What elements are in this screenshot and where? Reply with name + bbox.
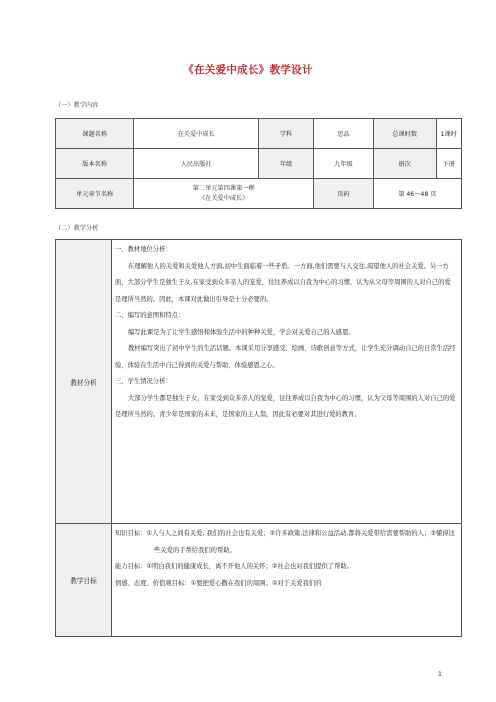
total-hours-value: 1课时 xyxy=(436,119,461,149)
page-label: 页码 xyxy=(314,179,374,209)
volume-value: 下册 xyxy=(436,149,461,179)
analysis-heading-2: 二、编写的意图和特点： xyxy=(115,312,185,319)
volume-label: 册次 xyxy=(373,149,436,179)
section-heading-content: （一）教学内容 xyxy=(55,102,99,109)
edition-label: 版本名称 xyxy=(56,149,134,179)
analysis-paragraph-2: 编写此课是为了让学生感悟和体验生活中的种种关爱，学会对关爱自己的人感恩。 xyxy=(128,328,355,336)
emotion-goal: 情感、态度、价值观目标：①要把爱心撒在我们的周围；②对于关爱我们的 xyxy=(115,579,322,587)
unit-chapter-line1: 第二单元第四课第一框 xyxy=(192,184,255,192)
analysis-heading-3: 三、学生情况分析： xyxy=(115,378,172,385)
knowledge-goal: 知识目标：①人与人之间有关爱, 我们的社会也有关爱；②许多政策,法律和公益活动,都将关爱带给需要帮助的人；③懂得这些关爱的手帮给我们的帮助。 xyxy=(115,530,455,554)
analysis-paragraph-4: 大部分学生都是独生子女，在家受到众多亲人的宠爱，往往养成以自我为中心的习惯，认为父母等周围的人对自己的爱是理所当然的。青少年是国家的未来，是国家的主人翁，因此有必要对其进行爱的教育。 xyxy=(115,394,456,418)
document-title: 《在关爱中成长》教学设计 xyxy=(183,64,313,76)
unit-chapter-value xyxy=(134,179,314,209)
subject-label: 学科 xyxy=(258,119,313,149)
analysis-paragraph-1: 在理解他人的关爱和关爱他人方面,初中生面临着一些矛盾。一方面,他们需要与人交往,渴望他人的社会关爱。另一方面，大部分学生是独生子女,在家受到众多亲人的宠爱，往往养成以自我为中心的习惯，认为从父母等周围的人对自己的爱是理所当然的。因此，本课对此做出引导是十分必要的。 xyxy=(115,262,451,303)
page-number: 1 xyxy=(437,670,442,678)
teaching-analysis-table xyxy=(55,239,462,637)
analysis-heading-1: 一、教材地位分析： xyxy=(115,246,172,253)
course-name-value: 在关爱中成长 xyxy=(134,119,259,149)
table-row xyxy=(56,149,462,179)
subject-value: 思品 xyxy=(314,119,374,149)
grade-value: 九年级 xyxy=(314,149,374,179)
teaching-goals-label: 教学目标 xyxy=(56,524,112,637)
unit-chapter-label: 单元章节名称 xyxy=(56,179,134,209)
table-row xyxy=(56,240,462,524)
table-row xyxy=(56,119,462,149)
ability-goal: 能力目标：①明白我们的健康成长，离不开他人的关怀；②社会也对我们提供了帮助。 xyxy=(115,563,353,570)
unit-chapter-line2: 《在关爱中成长》 xyxy=(198,194,249,202)
total-hours-label: 总课时数 xyxy=(373,119,436,149)
material-analysis-label: 教材分析 xyxy=(56,240,112,524)
section-heading-analysis: （二）教学分析 xyxy=(55,225,99,232)
page-value: 第 46～48 页 xyxy=(373,179,461,209)
material-analysis-content xyxy=(112,240,462,524)
analysis-paragraph-3: 教材编写突出了初中学生的生活话题。本课采用分享感受、绘画、诗歌创意等方式，让学生充分调动自己的日常生活经验，体验在生活中自己得到的关爱与帮助，体验感恩之心。 xyxy=(115,345,456,369)
table-row xyxy=(56,179,462,209)
grade-label: 年级 xyxy=(258,149,313,179)
teaching-goals-content xyxy=(112,524,462,637)
table-row xyxy=(56,524,462,637)
course-name-label: 课题名称 xyxy=(56,119,134,149)
edition-value: 人民出版社 xyxy=(134,149,259,179)
course-info-table xyxy=(55,118,462,209)
